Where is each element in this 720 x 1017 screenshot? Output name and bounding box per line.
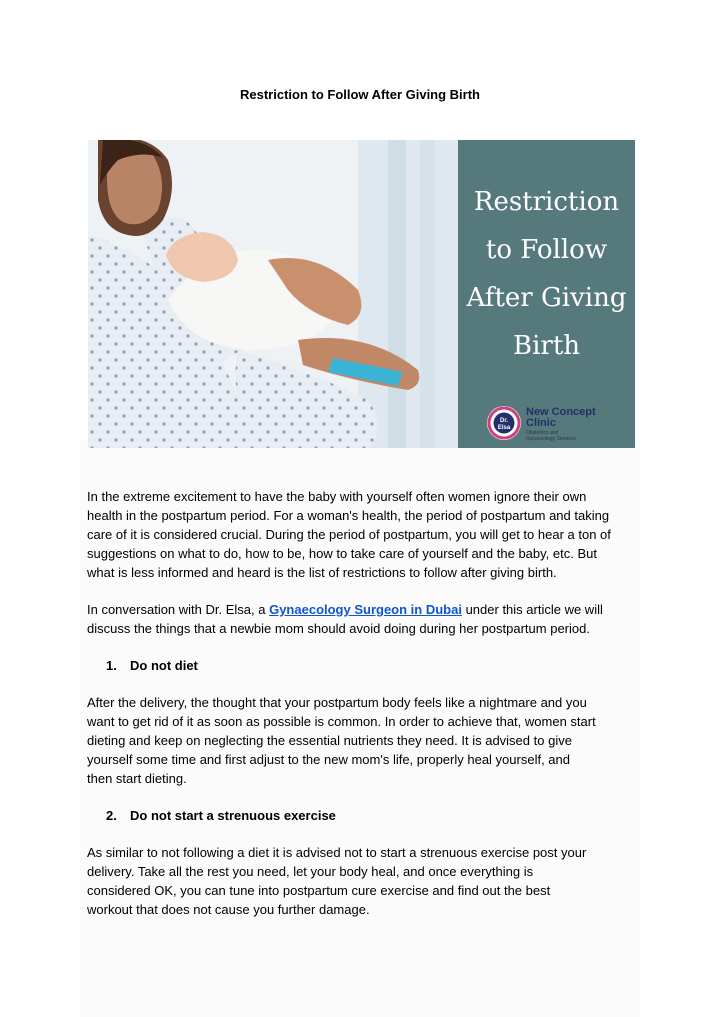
section-paragraph bbox=[87, 843, 637, 919]
paragraph-line bbox=[87, 600, 637, 619]
intro-paragraph bbox=[87, 487, 637, 582]
logo-monogram-text: Elsa bbox=[497, 425, 511, 431]
paragraph-line: health in the postpartum period. For a woman's health, the period of postpartum and taking bbox=[87, 508, 610, 523]
clinic-emblem-icon bbox=[486, 405, 522, 441]
paragraph-line: yourself some time and first adjust to the new mom's life, properly heal yourself, and bbox=[87, 752, 570, 767]
conversation-text: under this article we will bbox=[461, 602, 603, 617]
hero-heading-line: Birth bbox=[512, 331, 581, 361]
mother-and-baby-photo bbox=[88, 140, 458, 448]
conversation-paragraph bbox=[87, 600, 637, 638]
clinic-subtitle bbox=[526, 430, 616, 442]
paragraph-line: After the delivery, the thought that your postpartum body feels like a nightmare and you bbox=[87, 695, 587, 710]
hero-heading bbox=[458, 178, 635, 370]
hero-banner bbox=[88, 140, 635, 448]
clinic-subtitle-line: Obstetrics and bbox=[526, 430, 559, 436]
section-heading-text: Do not diet bbox=[130, 658, 198, 673]
section-number: 2. bbox=[106, 808, 117, 823]
paragraph-line: dieting and keep on neglecting the essential nutrients they need. It is advised to give bbox=[87, 733, 572, 748]
paragraph-line: delivery. Take all the rest you need, let your body heal, and once everything is bbox=[87, 864, 534, 879]
paragraph-line: In the extreme excitement to have the baby with yourself often women ignore their own bbox=[87, 489, 587, 504]
hero-heading-line: After Giving bbox=[466, 283, 627, 313]
paragraph-line: workout that does not cause you further damage. bbox=[87, 902, 370, 917]
clinic-name-line: Clinic bbox=[526, 417, 556, 429]
hero-title-panel bbox=[458, 140, 635, 448]
mother-and-baby-illustration bbox=[88, 140, 458, 448]
paragraph-line: suggestions on what to do, how to be, how to take care of yourself and the baby, etc. But bbox=[87, 546, 597, 561]
paragraph-line: what is less informed and heard is the list of restrictions to follow after giving birth. bbox=[87, 565, 557, 580]
paragraph-line: want to get rid of it as soon as possible is common. In order to achieve that, women start bbox=[87, 714, 596, 729]
conversation-text: In conversation with Dr. Elsa, a bbox=[87, 602, 270, 617]
hero-heading-line: Restriction bbox=[473, 187, 620, 217]
section-heading-text: Do not start a strenuous exercise bbox=[130, 808, 336, 823]
clinic-subtitle-line: Gynaecology Services bbox=[526, 436, 576, 442]
paragraph-line: As similar to not following a diet it is advised not to start a strenuous exercise post your bbox=[87, 845, 587, 860]
gynaecology-surgeon-link[interactable]: Gynaecology Surgeon in Dubai bbox=[269, 602, 462, 617]
section-paragraph bbox=[87, 693, 637, 788]
paragraph-line: considered OK, you can tune into postpartum cure exercise and find out the best bbox=[87, 883, 551, 898]
clinic-logo bbox=[486, 405, 626, 445]
section-heading-no-strenuous-exercise bbox=[87, 806, 637, 825]
clinic-name bbox=[526, 407, 596, 429]
section-number: 1. bbox=[106, 658, 117, 673]
article-body bbox=[87, 487, 637, 919]
clinic-name-line: New Concept bbox=[526, 406, 596, 418]
hero-heading-line: to Follow bbox=[485, 235, 608, 265]
section-heading-do-not-diet bbox=[87, 656, 637, 675]
paragraph-line: care of it is considered crucial. During the period of postpartum, you will get to hear a ton of bbox=[87, 527, 611, 542]
logo-monogram-text: Dr. bbox=[499, 418, 509, 424]
paragraph-line: then start dieting. bbox=[87, 771, 187, 786]
paragraph-line: discuss the things that a newbie mom should avoid doing during her postpartum period. bbox=[87, 621, 590, 636]
document-title: Restriction to Follow After Giving Birth bbox=[239, 87, 481, 102]
